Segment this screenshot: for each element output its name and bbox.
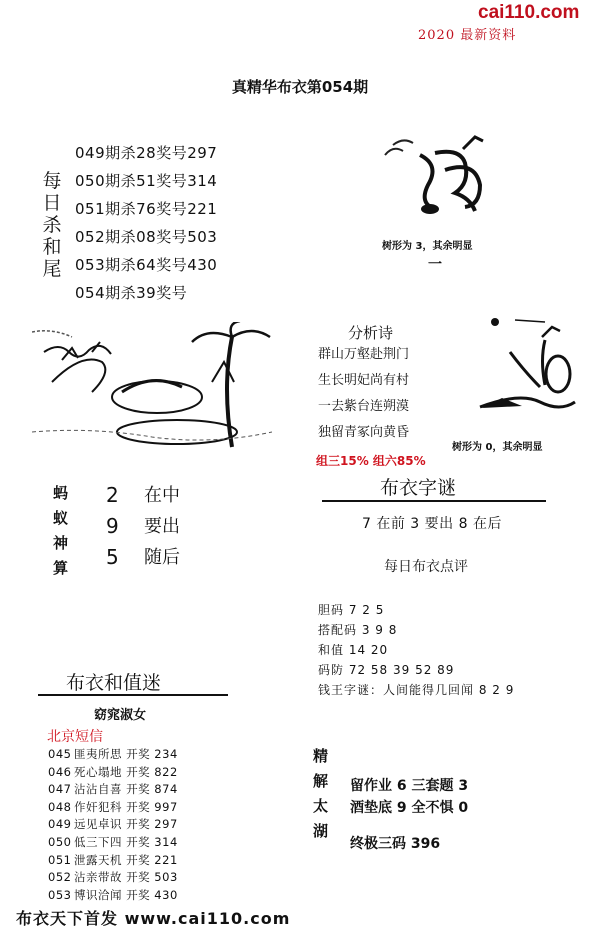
poem-line: 一去紫台连朔漠	[318, 399, 410, 414]
sum-riddle-title: 布衣和值迷	[66, 672, 162, 694]
list-item: 和值 14 20	[318, 643, 389, 657]
list-item: 052期杀08奖号503	[75, 228, 218, 246]
list-item: 046 死心塌地 开奖 822	[48, 764, 178, 779]
list-item: 胆码 7 2 5	[318, 603, 385, 617]
poem-title: 分析诗	[348, 324, 394, 342]
list-item: 045 匪夷所思 开奖 234	[48, 747, 178, 761]
riddle-divider	[322, 500, 546, 502]
final-three-codes: 终极三码 396	[350, 836, 441, 852]
list-item: 051 泄露天机 开奖 221	[48, 852, 178, 867]
list-item: 050 低三下四 开奖 314	[48, 834, 178, 849]
jingjie-lines: 留作业 6 三套题 3 酒垫底 9 全不惧 0	[350, 778, 469, 816]
list-item: 钱王字谜：人间能得几回闻 8 2 9	[318, 683, 515, 697]
tree2-caption: 树形为 0，其余明显	[452, 442, 543, 453]
list-item: 054期杀39奖号	[75, 284, 188, 302]
sum-riddle-divider	[38, 694, 228, 696]
tree-sketch-1	[375, 125, 505, 225]
jingjie-label: 精 解 太 湖	[313, 747, 329, 840]
sms-list	[48, 746, 178, 904]
poem-line: 群山万壑赴荆门	[318, 347, 410, 362]
poem-line: 生长明妃尚有村	[318, 373, 410, 388]
poem-lines	[318, 342, 409, 446]
list-item: 052 沾亲带故 开奖 503	[48, 870, 178, 885]
footer-banner: 布衣天下首发 www.cai110.com	[16, 906, 290, 929]
ant-numbers: 2 9 5	[106, 483, 119, 569]
site-logo: cai110.com	[478, 2, 580, 23]
page-title: 真精华布衣第054期	[231, 78, 369, 96]
tree-sketch-2	[470, 312, 580, 432]
list-item: 码防 72 58 39 52 89	[318, 663, 455, 677]
group-ratio: 组三15% 组六85%	[316, 454, 426, 468]
ant-words: 在中 要出 随后	[144, 485, 180, 568]
list-item: 049 远见卓识 开奖 297	[48, 817, 178, 832]
list-item: 051期杀76奖号221	[75, 200, 218, 218]
list-item: 053期杀64奖号430	[75, 256, 218, 274]
list-item: 搭配码 3 9 8	[318, 623, 398, 637]
list-item: 050期杀51奖号314	[75, 172, 218, 190]
review-list	[318, 600, 514, 700]
riddle-text: 7 在前 3 要出 8 在后	[362, 516, 502, 532]
tree1-caption: 树形为 3，其余明显	[382, 241, 473, 252]
daily-kill-list	[75, 139, 217, 307]
list-item: 049期杀28奖号297	[75, 144, 218, 162]
poem-line: 独留青冢向黄昏	[318, 425, 410, 440]
list-item: 053 博识洽闻 开奖 430	[48, 887, 178, 902]
landscape-sketch	[32, 322, 272, 450]
list-item: 047 沾沾自喜 开奖 874	[48, 782, 178, 797]
riddle-title: 布衣字谜	[380, 477, 457, 499]
list-item: 048 作奸犯科 开奖 997	[48, 799, 178, 814]
tagline: 2020 最新资料	[418, 28, 517, 43]
sms-source: 北京短信	[47, 729, 103, 745]
ant-label: 蚂 蚁 神 算	[53, 484, 69, 577]
sum-riddle-subtitle: 窈窕淑女	[94, 708, 147, 723]
review-title: 每日布衣点评	[384, 559, 468, 575]
tree1-mark: 一	[428, 257, 442, 273]
daily-kill-label: 每日杀和尾	[42, 170, 62, 280]
